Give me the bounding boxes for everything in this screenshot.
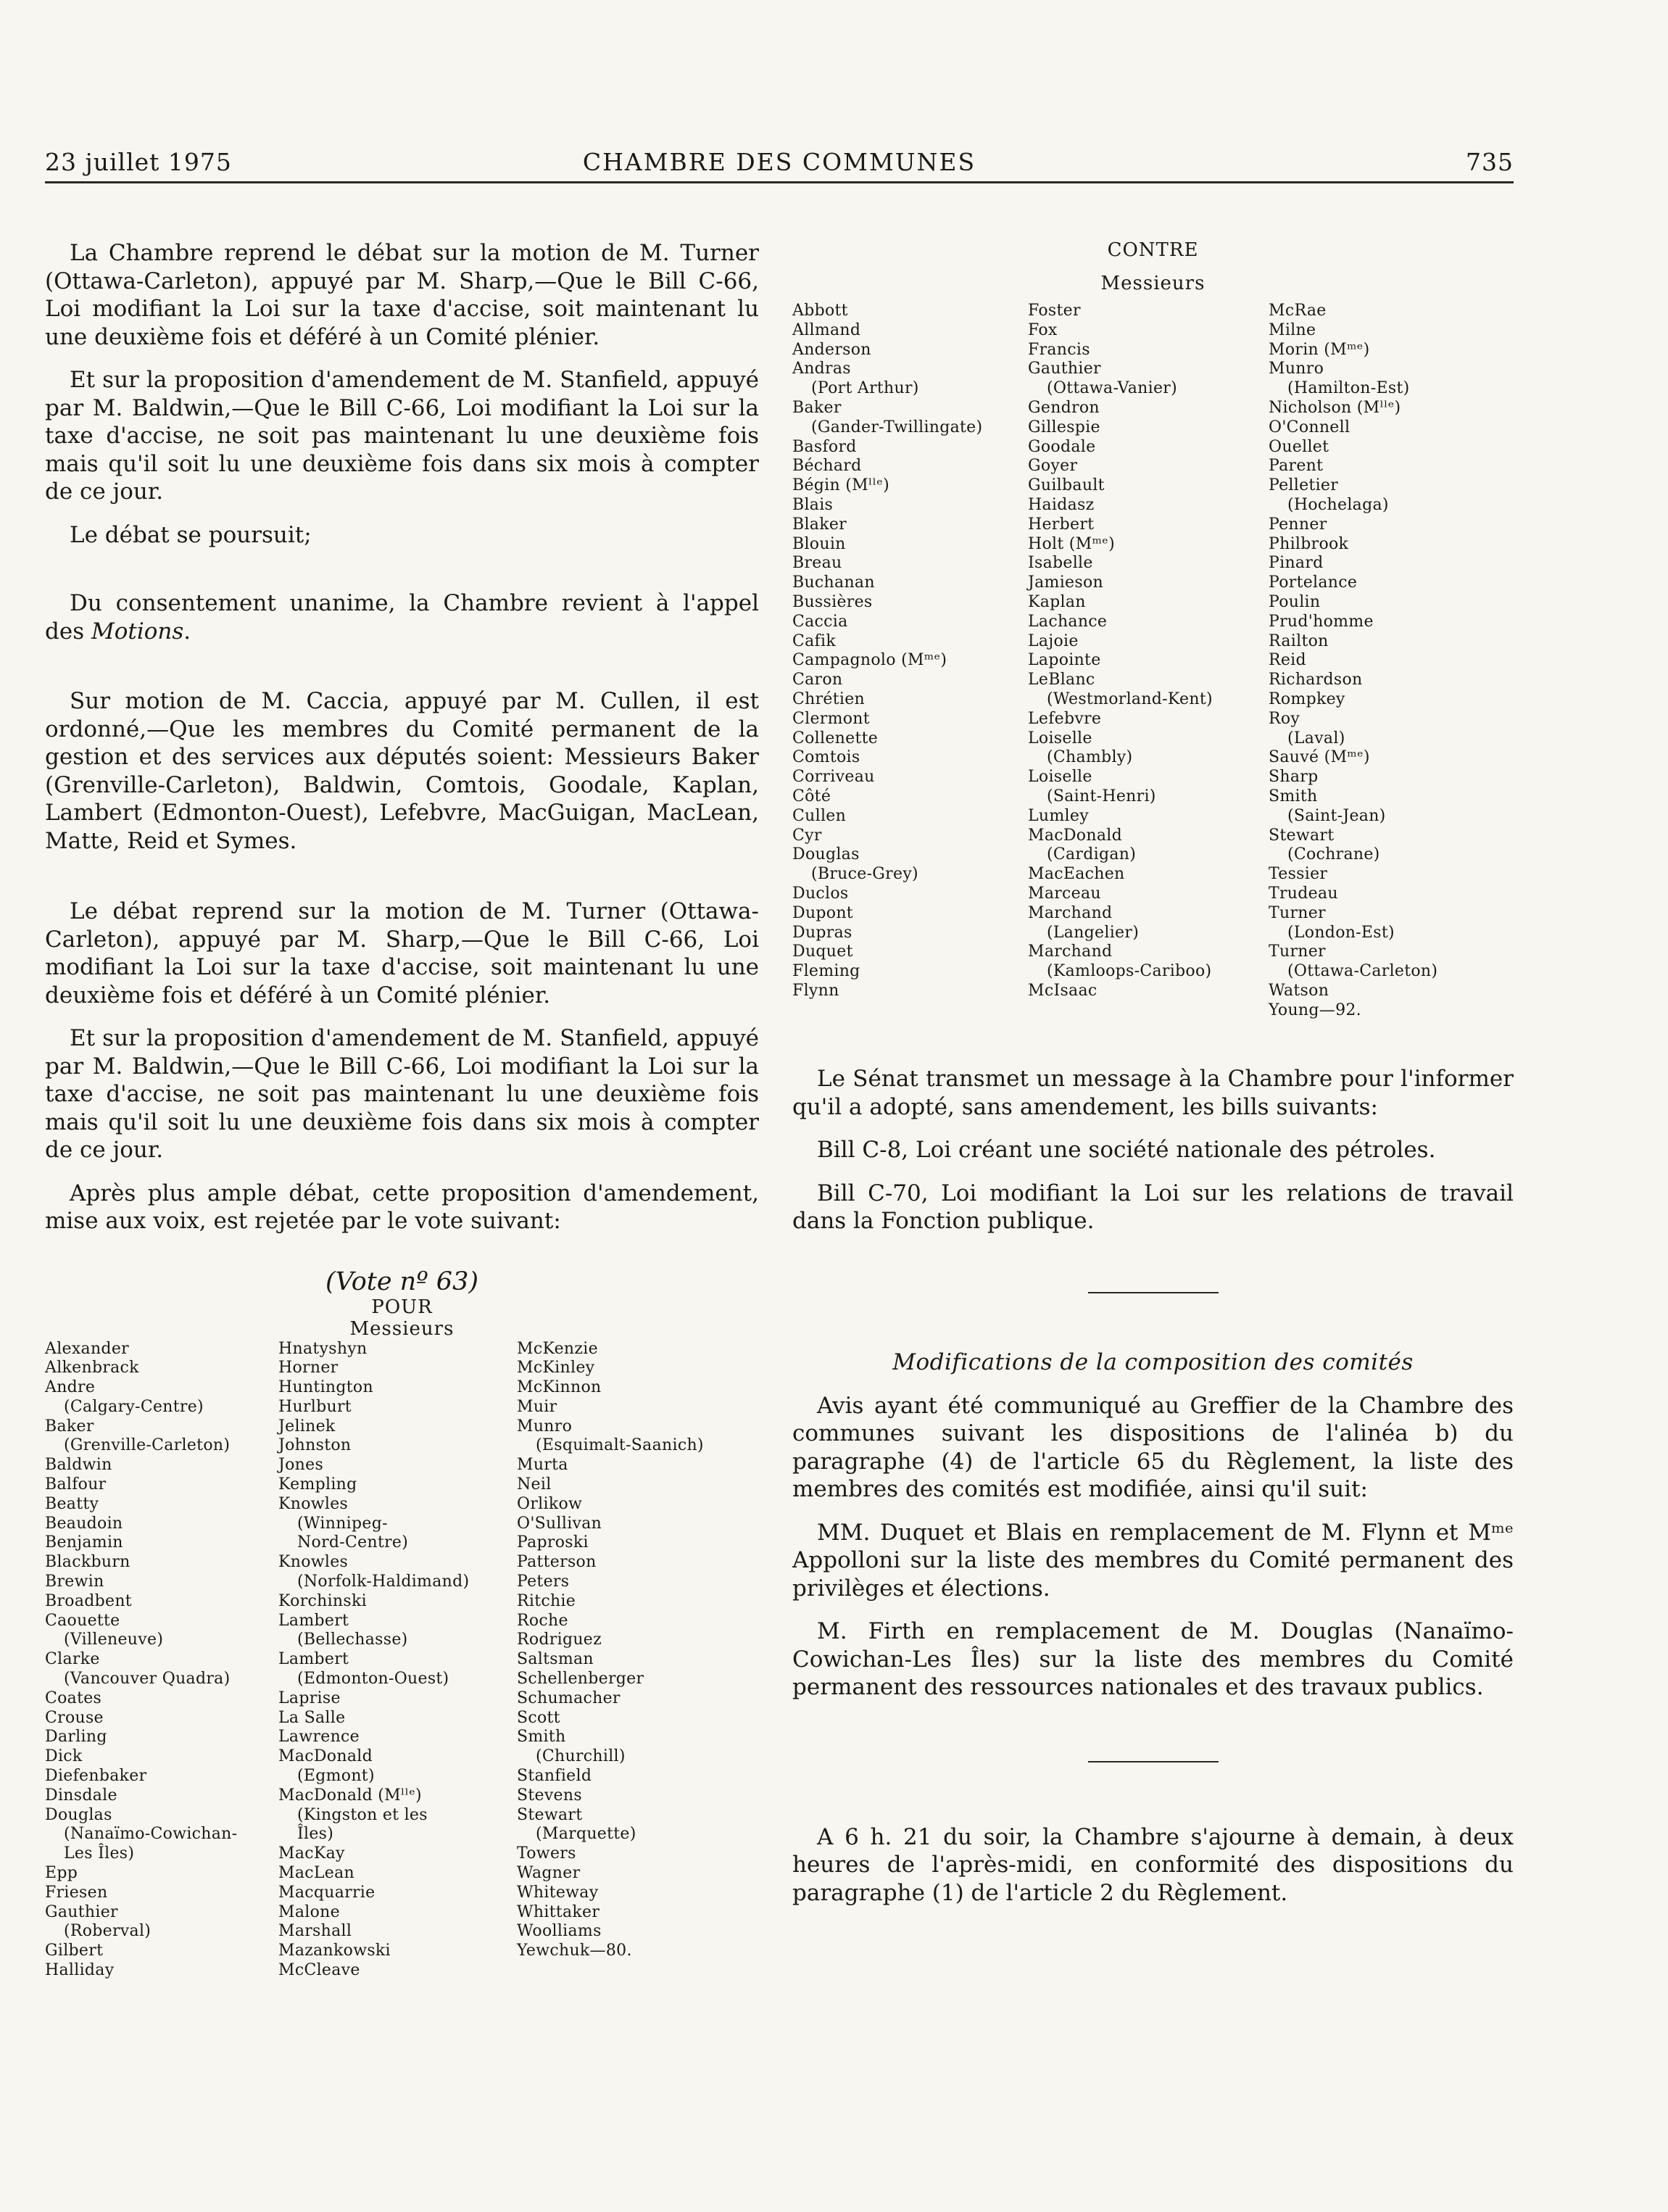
name-entry: Caouette <box>45 1611 120 1630</box>
name-entry: MacDonald <box>1028 826 1122 845</box>
header-title: CHAMBRE DES COMMUNES <box>582 148 976 176</box>
name-entry: Rompkey <box>1269 689 1345 708</box>
name-entry: Gauthier <box>45 1902 118 1921</box>
name-entry: Chrétien <box>792 689 866 708</box>
name-riding: (Hamilton-Est) <box>1287 379 1410 398</box>
name-entry: Saltsman <box>517 1650 594 1669</box>
name-entry: Blackburn <box>45 1553 130 1572</box>
name-entry: Paproski <box>517 1533 589 1552</box>
name-entry: Smith <box>1269 787 1318 805</box>
name-entry: Brewin <box>45 1573 104 1591</box>
name-entry: Lachance <box>1028 612 1108 631</box>
contre-label: CONTRE <box>1107 239 1199 261</box>
name-entry: MacEachen <box>1028 865 1125 884</box>
name-riding: (Ottawa-Vanier) <box>1047 379 1178 398</box>
name-entry: Pelletier <box>1269 476 1339 495</box>
name-riding: (Laval) <box>1287 729 1345 747</box>
name-riding: (Cochrane) <box>1287 845 1380 864</box>
name-entry: Crouse <box>45 1708 104 1727</box>
name-entry: Allmand <box>792 320 861 339</box>
paragraph-bill-c8: Bill C-8, Loi créant une société nationale des pétroles. <box>817 1137 1436 1164</box>
name-entry: Andras <box>792 360 851 378</box>
name-entry: O'Connell <box>1269 418 1350 436</box>
unanimous-end: . <box>183 618 191 645</box>
name-entry: Goyer <box>1028 457 1078 476</box>
name-entry: Corriveau <box>792 768 875 787</box>
name-entry: Isabelle <box>1028 554 1093 573</box>
name-entry: Flynn <box>792 981 839 1000</box>
name-entry: Cyr <box>792 826 822 845</box>
name-riding: (Kingston et les <box>297 1805 428 1824</box>
name-entry: Anderson <box>792 340 871 359</box>
name-entry: Watson <box>1269 981 1329 1000</box>
name-entry: Jelinek <box>278 1417 336 1436</box>
right-column <box>792 239 1514 1907</box>
name-entry: Knowles <box>278 1494 349 1513</box>
contre-name-list <box>792 302 1514 1020</box>
name-riding: (Ottawa-Carleton) <box>1287 962 1438 981</box>
name-riding: Nord-Centre) <box>297 1533 409 1552</box>
name-entry: McKinley <box>517 1359 595 1378</box>
paragraph-adjournment: A 6 h. 21 du soir, la Chambre s'ajourne à demain, à deux heures de l'après-midi, en conformité des dispositions du paragraphe (1) de l'article 2 du Règlement. <box>792 1823 1514 1906</box>
name-entry: McIsaac <box>1028 981 1098 1000</box>
name-entry: Caccia <box>792 612 848 631</box>
paragraph-duquet-blais: MM. Duquet et Blais en remplacement de M. Flynn et Mᵐᵉ Appolloni sur la liste des membres du Comité permanent des privilèges et élections. <box>792 1519 1514 1602</box>
name-entry: Gilbert <box>45 1942 104 1960</box>
name-entry: Dupras <box>792 923 852 942</box>
name-riding: (Port Arthur) <box>811 379 919 398</box>
name-entry: Stevens <box>517 1786 582 1805</box>
name-entry: Loiselle <box>1028 729 1092 747</box>
name-entry: Korchinski <box>278 1591 367 1610</box>
name-entry: Duclos <box>792 884 849 903</box>
name-entry: Trudeau <box>1269 884 1338 903</box>
name-entry: O'Sullivan <box>517 1514 602 1533</box>
vote-title: (Vote nº 63) <box>325 1267 478 1296</box>
paragraph-unanimous-consent <box>45 589 759 645</box>
pour-messieurs-label: Messieurs <box>349 1317 455 1340</box>
name-entry: McKinnon <box>517 1378 602 1397</box>
name-entry: Kempling <box>278 1475 357 1494</box>
name-riding: (Grenville-Carleton) <box>64 1436 231 1455</box>
name-riding: Les Îles) <box>64 1844 135 1863</box>
header-date: 23 juillet 1975 <box>45 148 232 176</box>
name-entry: Andre <box>45 1378 96 1397</box>
name-riding: (London-Est) <box>1287 923 1395 942</box>
name-entry: Friesen <box>45 1883 108 1902</box>
name-entry: Woolliams <box>517 1922 602 1941</box>
name-entry: Whiteway <box>517 1883 599 1902</box>
name-riding: (Norfolk-Haldimand) <box>297 1573 470 1591</box>
paragraph-senate-message: Le Sénat transmet un message à la Chambre pour l'informer qu'il a adopté, sans amendement, les bills suivants: <box>792 1066 1514 1120</box>
paragraph-vote-intro: Après plus ample débat, cette proposition d'amendement, mise aux voix, est rejetée par le vote suivant: <box>45 1180 759 1234</box>
divider-2 <box>1088 1761 1219 1762</box>
paragraph-firth: M. Firth en remplacement de M. Douglas (Nanaïmo-Cowichan-Les Îles) sur la liste des membres du Comité permanent des ressources nationales et des travaux publics. <box>792 1618 1514 1701</box>
name-entry: Baldwin <box>45 1456 112 1475</box>
name-entry: Munro <box>1269 360 1324 378</box>
name-entry: Morin (Mᵐᵉ) <box>1269 340 1370 359</box>
page-header <box>45 144 1514 183</box>
name-entry: Dinsdale <box>45 1786 117 1805</box>
name-entry: Laprise <box>278 1689 341 1707</box>
name-entry: Roche <box>517 1611 568 1630</box>
name-entry: Ritchie <box>517 1591 576 1610</box>
name-entry: Lefebvre <box>1028 709 1102 728</box>
name-entry: Bussières <box>792 592 873 611</box>
name-entry: Turner <box>1269 903 1326 922</box>
name-entry: Dick <box>45 1747 83 1766</box>
name-riding: (Saint-Henri) <box>1047 787 1156 805</box>
name-entry: Smith <box>517 1728 566 1747</box>
name-entry: Breau <box>792 554 842 573</box>
name-entry: Basford <box>792 437 857 456</box>
name-entry: LeBlanc <box>1028 671 1095 689</box>
name-entry: Poulin <box>1269 592 1321 611</box>
name-entry: MacDonald (Mˡˡᵉ) <box>278 1786 422 1805</box>
pour-column-3 <box>517 1340 759 1981</box>
name-riding: (Winnipeg- <box>297 1514 388 1533</box>
name-entry: Stewart <box>517 1805 583 1824</box>
name-riding: Îles) <box>297 1825 334 1844</box>
name-entry: Muir <box>517 1397 557 1416</box>
name-entry: Turner <box>1269 943 1326 961</box>
name-entry: Douglas <box>792 845 860 864</box>
name-entry: Railton <box>1269 631 1329 650</box>
name-entry: Ouellet <box>1269 437 1329 456</box>
name-entry: Benjamin <box>45 1533 123 1552</box>
name-entry: Holt (Mᵐᵉ) <box>1028 534 1116 553</box>
name-entry: Marchand <box>1028 943 1113 961</box>
name-entry: Beatty <box>45 1494 99 1513</box>
name-entry: Sauvé (Mᵐᵉ) <box>1269 748 1370 767</box>
name-entry: Comtois <box>792 748 860 767</box>
name-entry: Abbott <box>792 302 848 320</box>
name-entry: Yewchuk—80. <box>517 1942 632 1960</box>
name-entry: Richardson <box>1269 671 1363 689</box>
paragraph-debate-continues: Le débat se poursuit; <box>70 521 312 548</box>
name-riding: (Vancouver Quadra) <box>64 1670 231 1689</box>
name-entry: Huntington <box>278 1378 373 1397</box>
name-entry: Schumacher <box>517 1689 621 1707</box>
name-entry: MacLean <box>278 1864 354 1883</box>
name-entry: Lapointe <box>1028 651 1101 670</box>
name-entry: Balfour <box>45 1475 107 1494</box>
unanimous-text: Du consentement unanime, la Chambre revient à l'appel des <box>45 590 759 645</box>
pour-name-list <box>45 1340 759 1981</box>
name-entry: Stewart <box>1269 826 1335 845</box>
name-riding: (Edmonton-Ouest) <box>297 1670 449 1689</box>
name-entry: Baker <box>45 1417 94 1436</box>
paragraph-committee-motion: Sur motion de M. Caccia, appuyé par M. Cullen, il est ordonné,—Que les membres du Comité permanent de la gestion et des services aux députés soient: Messieurs Baker (Grenville-Carleton), Baldwin, Comtois, Goodale, Kaplan, Lambert (Edmonton-Ouest), Lefebvre, MacGuigan, MacLean, Matte, Reid et Symes. <box>45 688 759 854</box>
name-entry: Blaker <box>792 515 847 534</box>
name-entry: Schellenberger <box>517 1670 644 1689</box>
name-entry: Marceau <box>1028 884 1101 903</box>
name-entry: Baker <box>792 398 842 417</box>
name-riding: (Nanaïmo-Cowichan- <box>64 1825 238 1844</box>
name-entry: Douglas <box>45 1805 112 1824</box>
name-riding: (Villeneuve) <box>64 1631 164 1649</box>
pour-label: POUR <box>371 1296 433 1318</box>
name-entry: Goodale <box>1028 437 1096 456</box>
name-entry: McKenzie <box>517 1339 598 1358</box>
name-entry: Alexander <box>45 1339 129 1358</box>
name-entry: Bégin (Mˡˡᵉ) <box>792 476 889 495</box>
name-entry: Lumley <box>1028 806 1089 825</box>
name-entry: Caron <box>792 671 843 689</box>
page-number: 735 <box>1466 148 1514 176</box>
name-entry: Reid <box>1269 651 1306 670</box>
name-entry: Broadbent <box>45 1591 132 1610</box>
name-entry: Loiselle <box>1028 768 1092 787</box>
paragraph-bill-c70: Bill C-70, Loi modifiant la Loi sur les relations de travail dans la Fonction publique. <box>792 1180 1514 1235</box>
left-column <box>45 239 759 1981</box>
contre-messieurs-label: Messieurs <box>1100 273 1206 294</box>
name-entry: Campagnolo (Mᵐᵉ) <box>792 651 947 670</box>
name-entry: Hnatyshyn <box>278 1339 368 1358</box>
name-riding: (Bellechasse) <box>297 1631 408 1649</box>
name-entry: Coates <box>45 1689 102 1707</box>
motions-italic: Motions <box>91 618 184 645</box>
name-entry: Patterson <box>517 1553 597 1572</box>
name-entry: Collenette <box>792 729 879 747</box>
paragraph-amendment: Et sur la proposition d'amendement de M. Stanfield, appuyé par M. Baldwin,—Que le Bill C-66, Loi modifiant la Loi sur la taxe d'accise, ne soit pas maintenant lu une deuxième fois mais qu'il soit lu une deuxième fois dans six mois à compter de ce jour. <box>45 367 759 505</box>
name-entry: Philbrook <box>1269 534 1349 553</box>
name-entry: Neil <box>517 1475 552 1494</box>
name-riding: (Cardigan) <box>1047 845 1137 864</box>
name-entry: Herbert <box>1028 515 1095 534</box>
name-entry: Nicholson (Mˡˡᵉ) <box>1269 398 1401 417</box>
name-entry: Haidasz <box>1028 495 1095 514</box>
name-entry: Dupont <box>792 903 853 922</box>
contre-column-2 <box>1028 302 1269 1020</box>
name-entry: Wagner <box>517 1864 581 1883</box>
name-entry: Stanfield <box>517 1767 592 1786</box>
name-entry: Macquarrie <box>278 1883 375 1902</box>
name-entry: Francis <box>1028 340 1090 359</box>
name-entry: Marshall <box>278 1922 352 1941</box>
name-riding: (Hochelaga) <box>1287 495 1389 514</box>
name-entry: Cafik <box>792 631 836 650</box>
name-riding: (Chambly) <box>1047 748 1133 767</box>
name-entry: Fleming <box>792 962 860 981</box>
name-entry: Darling <box>45 1728 107 1747</box>
name-entry: Guilbault <box>1028 476 1105 495</box>
name-entry: Rodriguez <box>517 1631 602 1649</box>
name-entry: Johnston <box>278 1436 352 1455</box>
paragraph-debate-resumes: La Chambre reprend le débat sur la motion de M. Turner (Ottawa-Carleton), appuyé par M. Sharp,—Que le Bill C-66, Loi modifiant la Loi sur la taxe d'accise, soit maintenant lu une deuxième fois et déféré à un Comité plénier. <box>45 240 759 350</box>
name-entry: Duquet <box>792 943 853 961</box>
name-entry: Béchard <box>792 457 862 476</box>
name-entry: Marchand <box>1028 903 1113 922</box>
paragraph-debate-resumes-2: Le débat reprend sur la motion de M. Turner (Ottawa-Carleton), appuyé par M. Sharp,—Que le Bill C-66, Loi modifiant la Loi sur la taxe d'accise, soit maintenant lu une deuxième fois et déféré à un Comité plénier. <box>45 898 759 1008</box>
name-entry: Fox <box>1028 320 1058 339</box>
name-entry: MacDonald <box>278 1747 373 1766</box>
name-entry: Blais <box>792 495 834 514</box>
name-entry: Portelance <box>1269 573 1358 592</box>
paragraph-notice: Avis ayant été communiqué au Greffier de la Chambre des communes suivant les dispositions de l'alinéa b) du paragraphe (4) de l'article 65 du Règlement, la liste des membres des comités est modifiée, ainsi qu'il suit: <box>792 1392 1514 1503</box>
name-entry: Kaplan <box>1028 592 1086 611</box>
name-entry: Buchanan <box>792 573 875 592</box>
name-riding: (Calgary-Centre) <box>64 1397 204 1416</box>
name-riding: (Churchill) <box>536 1747 626 1766</box>
name-entry: Epp <box>45 1864 78 1883</box>
name-entry: Alkenbrack <box>45 1359 139 1378</box>
name-entry: Foster <box>1028 302 1081 320</box>
name-entry: Jamieson <box>1028 573 1103 592</box>
name-riding: (Esquimalt-Saanich) <box>536 1436 704 1455</box>
contre-column-1 <box>792 302 1028 1020</box>
name-entry: Gauthier <box>1028 360 1101 378</box>
name-riding: (Marquette) <box>536 1825 636 1844</box>
name-entry: Jones <box>278 1456 324 1475</box>
name-riding: (Saint-Jean) <box>1287 806 1386 825</box>
name-entry: Clarke <box>45 1650 100 1669</box>
name-riding: (Westmorland-Kent) <box>1047 689 1213 708</box>
name-riding: (Roberval) <box>64 1922 152 1941</box>
section-title-committees: Modifications de la composition des comités <box>892 1349 1414 1375</box>
name-entry: Knowles <box>278 1553 349 1572</box>
name-entry: Pinard <box>1269 554 1324 573</box>
name-entry: Lambert <box>278 1650 349 1669</box>
contre-column-3 <box>1269 302 1514 1020</box>
name-entry: Gendron <box>1028 398 1100 417</box>
name-entry: Milne <box>1269 320 1316 339</box>
name-entry: Peters <box>517 1573 570 1591</box>
name-entry: Young—92. <box>1269 1001 1361 1019</box>
name-entry: MacKay <box>278 1844 345 1863</box>
name-entry: Prud'homme <box>1269 612 1374 631</box>
name-entry: Towers <box>517 1844 576 1863</box>
name-entry: Lawrence <box>278 1728 360 1747</box>
name-entry: Côté <box>792 787 831 805</box>
name-entry: Scott <box>517 1708 560 1727</box>
name-entry: Parent <box>1269 457 1324 476</box>
name-entry: McRae <box>1269 302 1327 320</box>
name-entry: Halliday <box>45 1961 115 1979</box>
name-entry: McCleave <box>278 1961 360 1979</box>
name-riding: (Kamloops-Cariboo) <box>1047 962 1212 981</box>
name-entry: Tessier <box>1269 865 1328 884</box>
paragraph-amendment-2: Et sur la proposition d'amendement de M. Stanfield, appuyé par M. Baldwin,—Que le Bill C-66, Loi modifiant la Loi sur la taxe d'accise, ne soit pas maintenant lu une deuxième fois mais qu'il soit lu une deuxième fois dans six mois à compter de ce jour. <box>45 1025 759 1163</box>
name-riding: (Egmont) <box>297 1767 375 1786</box>
name-riding: (Gander-Twillingate) <box>811 418 983 436</box>
name-entry: Sharp <box>1269 768 1319 787</box>
name-entry: Orlikow <box>517 1494 583 1513</box>
name-entry: Malone <box>278 1902 340 1921</box>
name-entry: Horner <box>278 1359 339 1378</box>
name-entry: Murta <box>517 1456 568 1475</box>
name-riding: (Langelier) <box>1047 923 1140 942</box>
name-entry: Blouin <box>792 534 846 553</box>
pour-column-1 <box>45 1340 278 1981</box>
name-entry: Mazankowski <box>278 1942 391 1960</box>
name-entry: La Salle <box>278 1708 346 1727</box>
name-entry: Roy <box>1269 709 1300 728</box>
name-entry: Munro <box>517 1417 573 1436</box>
name-entry: Gillespie <box>1028 418 1100 436</box>
name-riding: (Bruce-Grey) <box>811 865 918 884</box>
name-entry: Penner <box>1269 515 1327 534</box>
name-entry: Clermont <box>792 709 870 728</box>
name-entry: Cullen <box>792 806 847 825</box>
name-entry: Diefenbaker <box>45 1767 147 1786</box>
divider-1 <box>1088 1292 1219 1293</box>
name-entry: Whittaker <box>517 1902 600 1921</box>
name-entry: Hurlburt <box>278 1397 352 1416</box>
name-entry: Beaudoin <box>45 1514 123 1533</box>
name-entry: Lambert <box>278 1611 349 1630</box>
name-entry: Lajoie <box>1028 631 1079 650</box>
pour-column-2 <box>278 1340 517 1981</box>
